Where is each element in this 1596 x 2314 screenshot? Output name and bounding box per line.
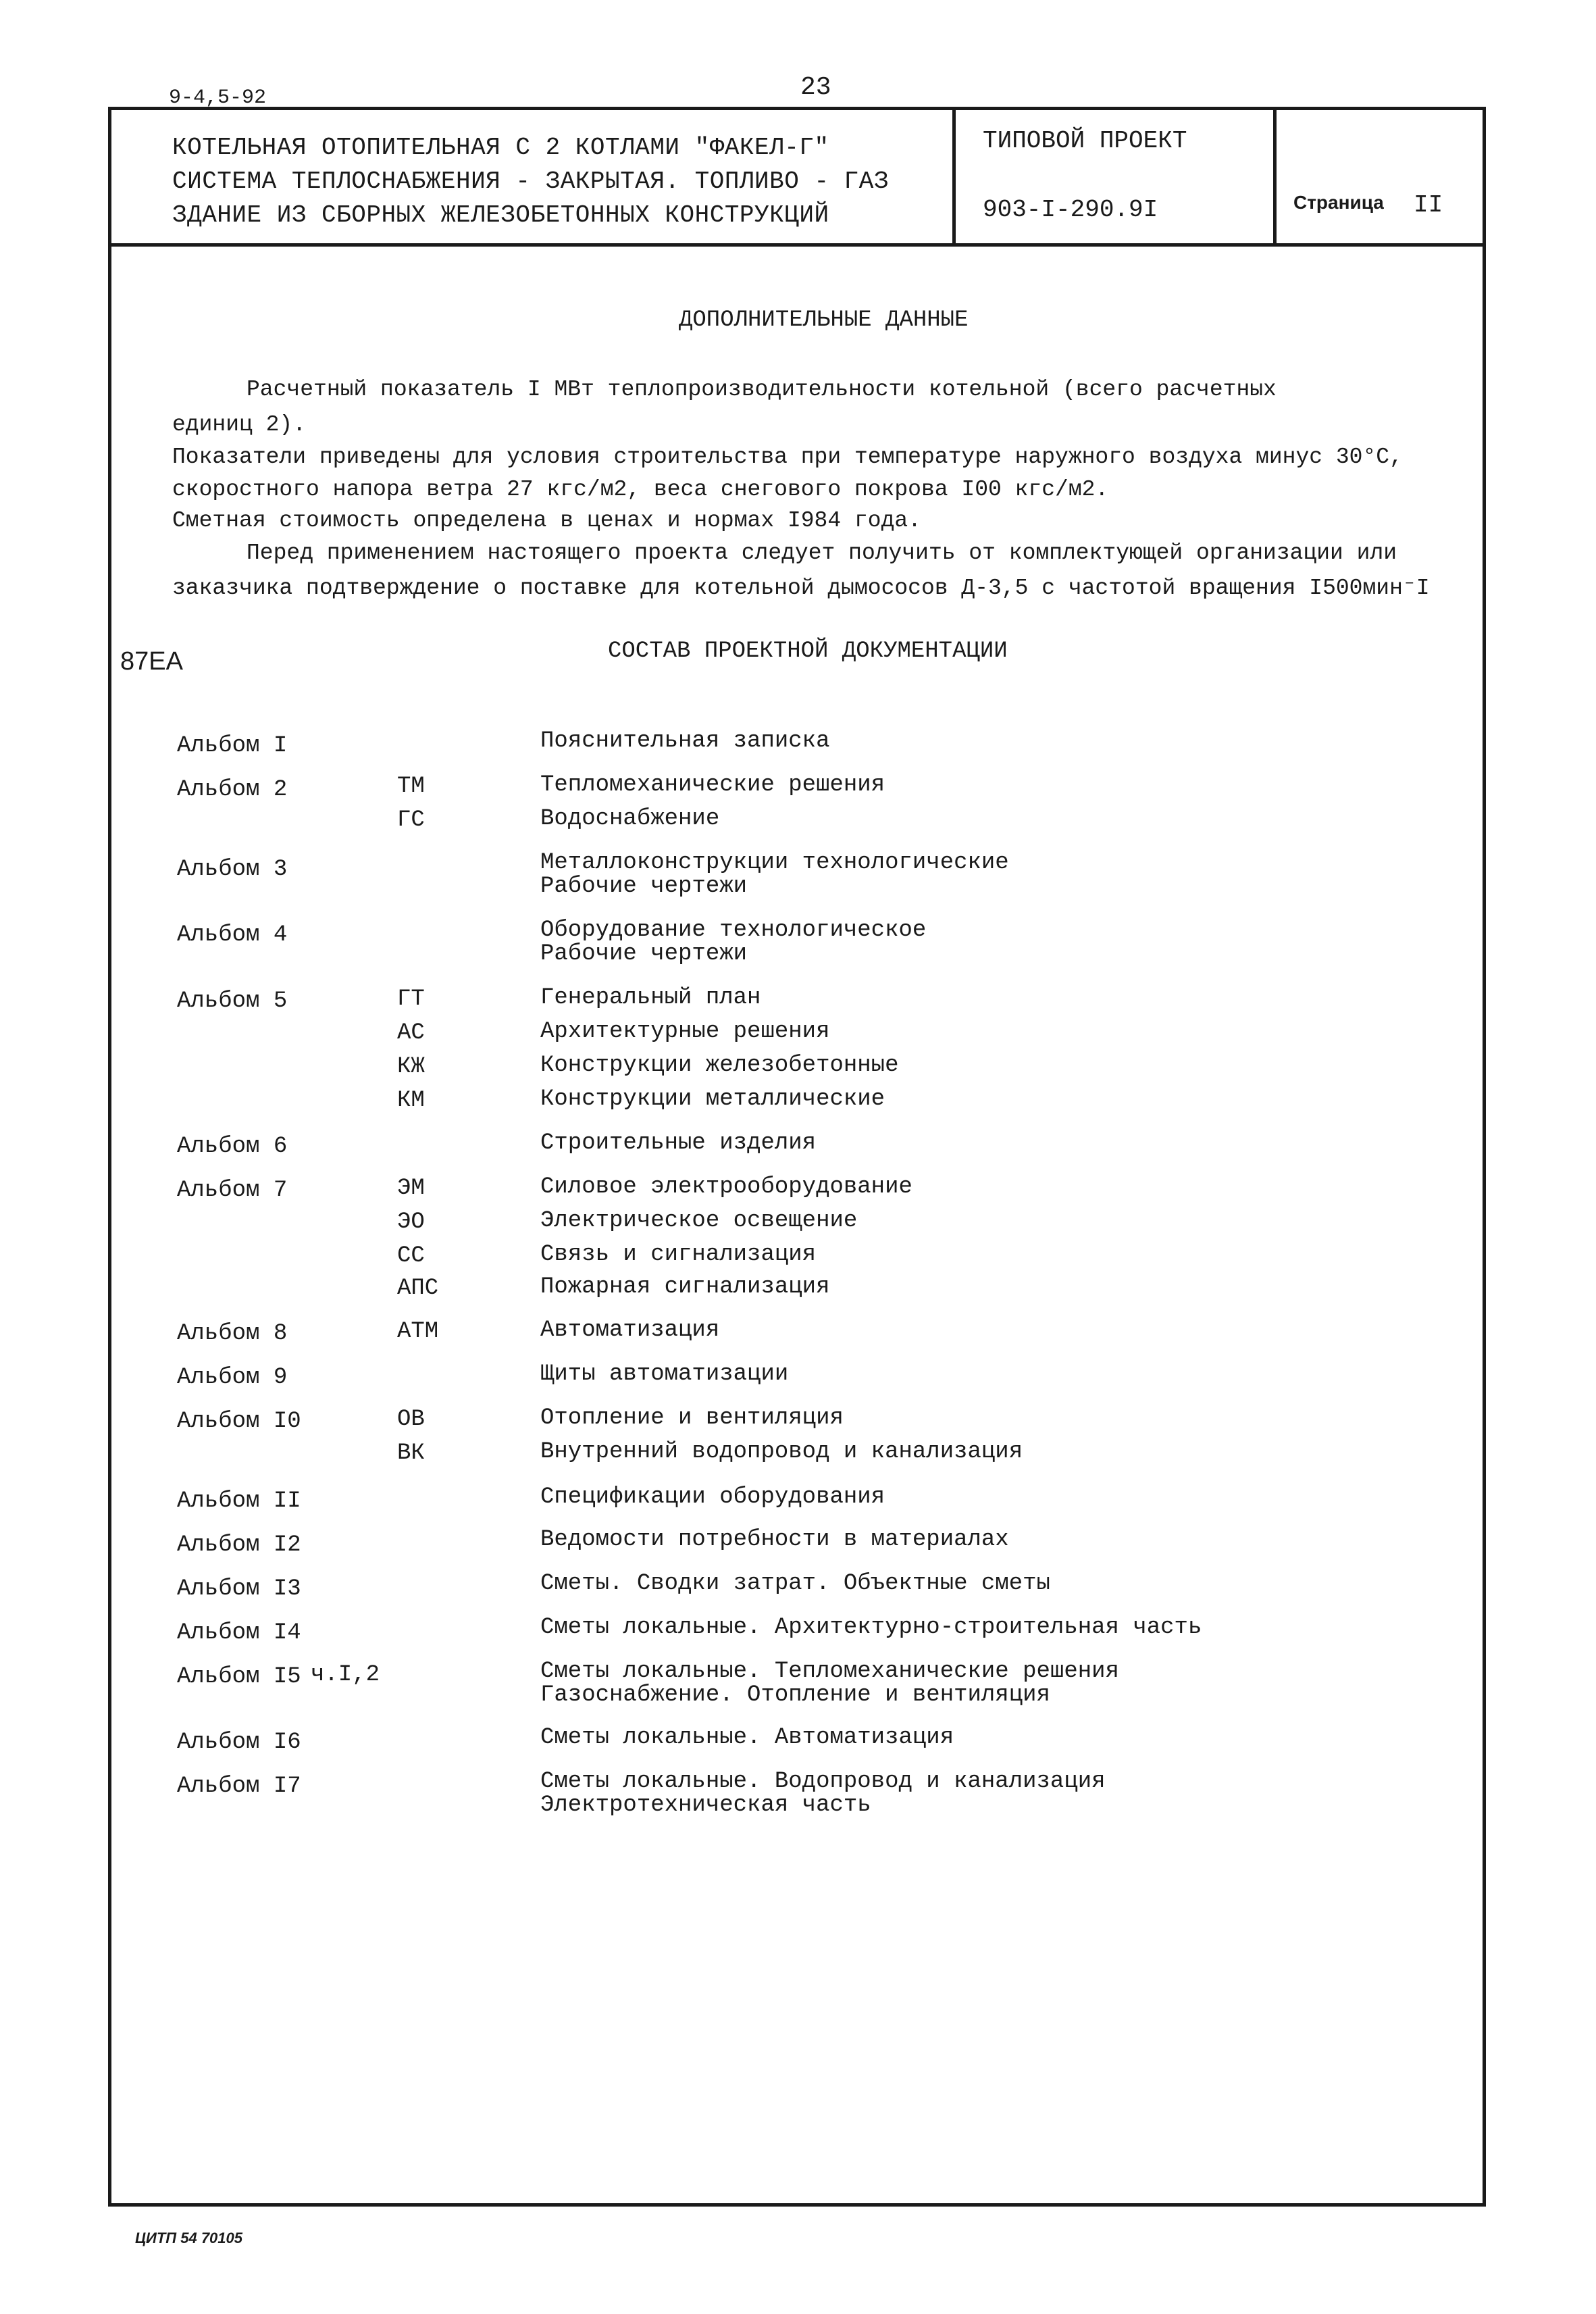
album-item-code: ЭО — [397, 1209, 425, 1235]
typical-project-label: ТИПОВОЙ ПРОЕКТ — [983, 127, 1187, 155]
album-item-desc: Сметы локальные. Тепломеханические решения — [540, 1659, 1119, 1684]
album-item-desc: Оборудование технологическое — [540, 917, 927, 943]
album-item-desc: Электрическое освещение — [540, 1208, 858, 1234]
album-item-desc: Отопление и вентиляция — [540, 1405, 844, 1431]
album-item-desc: Конструкции железобетонные — [540, 1053, 899, 1078]
project-number: 903-I-290.9I — [983, 196, 1158, 224]
album-item-code: ВК — [397, 1440, 425, 1466]
printer-mark: ЦИТП 54 70105 — [135, 2230, 242, 2246]
album-item-desc: Пожарная сигнализация — [540, 1274, 830, 1300]
header-column-divider — [952, 107, 956, 245]
album-item-code: ч.I,2 — [311, 1662, 380, 1688]
album-label: Альбом 2 — [177, 777, 288, 803]
album-label: Альбом 9 — [177, 1365, 288, 1390]
album-item-desc: Водоснабжение — [540, 806, 720, 832]
album-label: Альбом 8 — [177, 1321, 288, 1347]
paragraph-line: единиц 2). — [172, 412, 307, 437]
page-label: Страница — [1293, 192, 1384, 213]
album-item-desc: Силовое электрооборудование — [540, 1174, 912, 1200]
album-item-desc: Спецификации оборудования — [540, 1484, 885, 1510]
album-item-desc: Ведомости потребности в материалах — [540, 1527, 1009, 1553]
album-item-desc: Строительные изделия — [540, 1130, 817, 1156]
album-item-desc: Автоматизация — [540, 1317, 720, 1343]
paragraph-line: заказчика подтверждение о поставке для котельной дымососов Д-3,5 с частотой вращения I500мин⁻I — [172, 576, 1430, 601]
album-label: Альбом I — [177, 733, 288, 759]
album-item-code: АПС — [397, 1276, 439, 1301]
album-item-desc: Внутренний водопровод и канализация — [540, 1439, 1023, 1465]
paragraph-line: Сметная стоимость определена в ценах и нормах I984 года. — [172, 508, 921, 533]
album-item-desc: Сметы локальные. Автоматизация — [540, 1725, 954, 1751]
album-label: Альбом I7 — [177, 1774, 301, 1799]
paragraph-line: Показатели приведены для условия строительства при температуре наружного воздуха минус 30°С, — [172, 445, 1403, 470]
album-item-desc: Сметы локальные. Водопровод и канализация — [540, 1769, 1106, 1794]
archive-stamp: 87EA — [120, 647, 183, 676]
sheet-number: 23 — [800, 73, 831, 102]
album-item-desc: Рабочие чертежи — [540, 941, 748, 967]
album-item-desc: Электротехническая часть — [540, 1792, 871, 1818]
album-item-desc: Тепломеханические решения — [540, 772, 885, 798]
album-label: Альбом I6 — [177, 1730, 301, 1755]
album-item-desc: Сметы. Сводки затрат. Объектные сметы — [540, 1571, 1050, 1596]
project-title-line: КОТЕЛЬНАЯ ОТОПИТЕЛЬНАЯ С 2 КОТЛАМИ "ФАКЕЛ-Г" — [172, 134, 829, 161]
album-item-code: КМ — [397, 1088, 425, 1113]
album-label: Альбом 5 — [177, 988, 288, 1014]
album-item-desc: Сметы локальные. Архитектурно-строительная часть — [540, 1615, 1202, 1640]
album-item-code: ОВ — [397, 1407, 425, 1432]
album-label: Альбом I2 — [177, 1532, 301, 1558]
album-label: Альбом I4 — [177, 1620, 301, 1646]
album-item-desc: Металлоконструкции технологические — [540, 850, 1009, 876]
header-column-divider — [1273, 107, 1277, 245]
project-title-line: СИСТЕМА ТЕПЛОСНАБЖЕНИЯ - ЗАКРЫТАЯ. ТОПЛИВО - ГАЗ — [172, 168, 889, 195]
album-item-code: АС — [397, 1020, 425, 1046]
page-frame — [108, 107, 1486, 2207]
album-label: Альбом I0 — [177, 1409, 301, 1434]
album-item-desc: Генеральный план — [540, 985, 761, 1011]
page-value: II — [1414, 191, 1443, 219]
album-item-desc: Конструкции металлические — [540, 1086, 885, 1112]
paragraph-line: скоростного напора ветра 27 кгс/м2, веса снегового покрова I00 кгс/м2. — [172, 477, 1109, 502]
album-label: Альбом I5 — [177, 1664, 301, 1690]
album-item-code: ЭМ — [397, 1176, 425, 1201]
album-item-desc: Связь и сигнализация — [540, 1242, 817, 1267]
paragraph-line: Перед применением настоящего проекта следует получить от комплектующей организации или — [247, 540, 1397, 565]
additional-data-title: ДОПОЛНИТЕЛЬНЫЕ ДАННЫЕ — [679, 307, 969, 333]
album-item-desc: Архитектурные решения — [540, 1019, 830, 1045]
album-label: Альбом I3 — [177, 1576, 301, 1602]
album-item-code: ГТ — [397, 986, 425, 1012]
header-divider — [108, 243, 1486, 247]
album-label: Альбом 3 — [177, 857, 288, 882]
album-item-desc: Пояснительная записка — [540, 728, 830, 754]
paragraph-line: Расчетный показатель I МВт теплопроизводительности котельной (всего расчетных — [247, 377, 1277, 402]
album-label: Альбом II — [177, 1488, 301, 1514]
composition-title: СОСТАВ ПРОЕКТНОЙ ДОКУМЕНТАЦИИ — [608, 638, 1008, 664]
album-item-code: СС — [397, 1243, 425, 1269]
album-item-code: КЖ — [397, 1054, 425, 1080]
album-label: Альбом 6 — [177, 1134, 288, 1159]
document-code: 9-4,5-92 — [169, 86, 267, 109]
album-item-desc: Рабочие чертежи — [540, 874, 748, 899]
album-label: Альбом 4 — [177, 922, 288, 948]
album-item-code: АТМ — [397, 1319, 439, 1344]
album-item-desc: Щиты автоматизации — [540, 1361, 789, 1387]
album-item-code: ГС — [397, 807, 425, 833]
album-label: Альбом 7 — [177, 1178, 288, 1203]
project-title-line: ЗДАНИЕ ИЗ СБОРНЫХ ЖЕЛЕЗОБЕТОННЫХ КОНСТРУКЦИЙ — [172, 201, 829, 229]
album-item-desc: Газоснабжение. Отопление и вентиляция — [540, 1682, 1050, 1708]
album-item-code: ТМ — [397, 774, 425, 799]
